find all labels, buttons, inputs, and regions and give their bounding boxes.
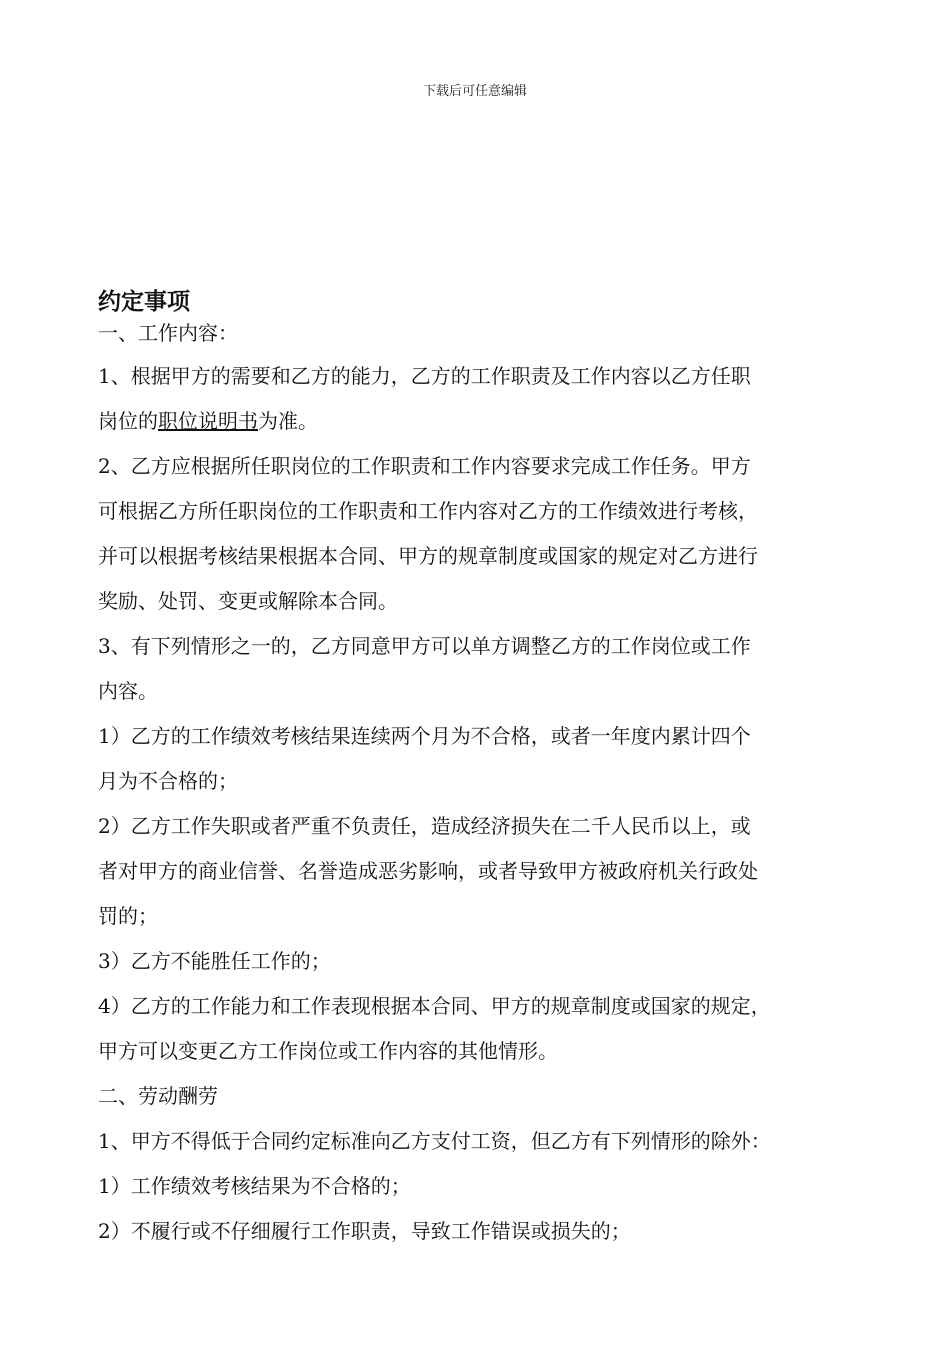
section-heading: 一、工作内容： [98, 321, 238, 345]
paragraph-line: 1、根据甲方的需要和乙方的能力，乙方的工作职责及工作内容以乙方任职 [98, 364, 751, 388]
paragraph-line: 1）工作绩效考核结果为不合格的； [98, 1174, 411, 1198]
paragraph-line: 1）乙方的工作绩效考核结果连续两个月为不合格，或者一年度内累计四个 [98, 724, 751, 748]
paragraph-line: 2）乙方工作失职或者严重不负责任，造成经济损失在二千人民币以上，或 [98, 814, 751, 838]
paragraph-line: 4）乙方的工作能力和工作表现根据本合同、甲方的规章制度或国家的规定， [98, 994, 771, 1018]
text-span: 为准。 [258, 409, 318, 433]
paragraph-line: 3、有下列情形之一的，乙方同意甲方可以单方调整乙方的工作岗位或工作 [98, 634, 751, 658]
paragraph-line: 3）乙方不能胜任工作的； [98, 949, 331, 973]
paragraph-line: 1、甲方不得低于合同约定标准向乙方支付工资，但乙方有下列情形的除外： [98, 1129, 771, 1153]
paragraph-line: 月为不合格的； [98, 769, 238, 793]
paragraph-line: 内容。 [98, 679, 158, 703]
paragraph-line: 甲方可以变更乙方工作岗位或工作内容的其他情形。 [98, 1039, 558, 1063]
section-heading: 二、劳动酬劳 [98, 1084, 218, 1108]
paragraph-line [98, 399, 868, 444]
document-body [98, 286, 868, 1254]
paragraph-line: 2）不履行或不仔细履行工作职责，导致工作错误或损失的； [98, 1219, 631, 1243]
paragraph-line: 奖励、处罚、变更或解除本合同。 [98, 589, 398, 613]
paragraph-line: 可根据乙方所任职岗位的工作职责和工作内容对乙方的工作绩效进行考核， [98, 499, 758, 523]
page-header: 下载后可任意编辑 [422, 84, 527, 99]
paragraph-line: 并可以根据考核结果根据本合同、甲方的规章制度或国家的规定对乙方进行 [98, 544, 758, 568]
paragraph-line: 2、乙方应根据所任职岗位的工作职责和工作内容要求完成工作任务。甲方 [98, 454, 751, 478]
paragraph-line: 者对甲方的商业信誉、名誉造成恶劣影响，或者导致甲方被政府机关行政处 [98, 859, 758, 883]
job-description-link[interactable]: 职位说明书 [158, 409, 258, 433]
text-span: 岗位的 [98, 409, 158, 433]
paragraph-line: 罚的； [98, 904, 158, 928]
section-title: 约定事项 [98, 289, 190, 315]
